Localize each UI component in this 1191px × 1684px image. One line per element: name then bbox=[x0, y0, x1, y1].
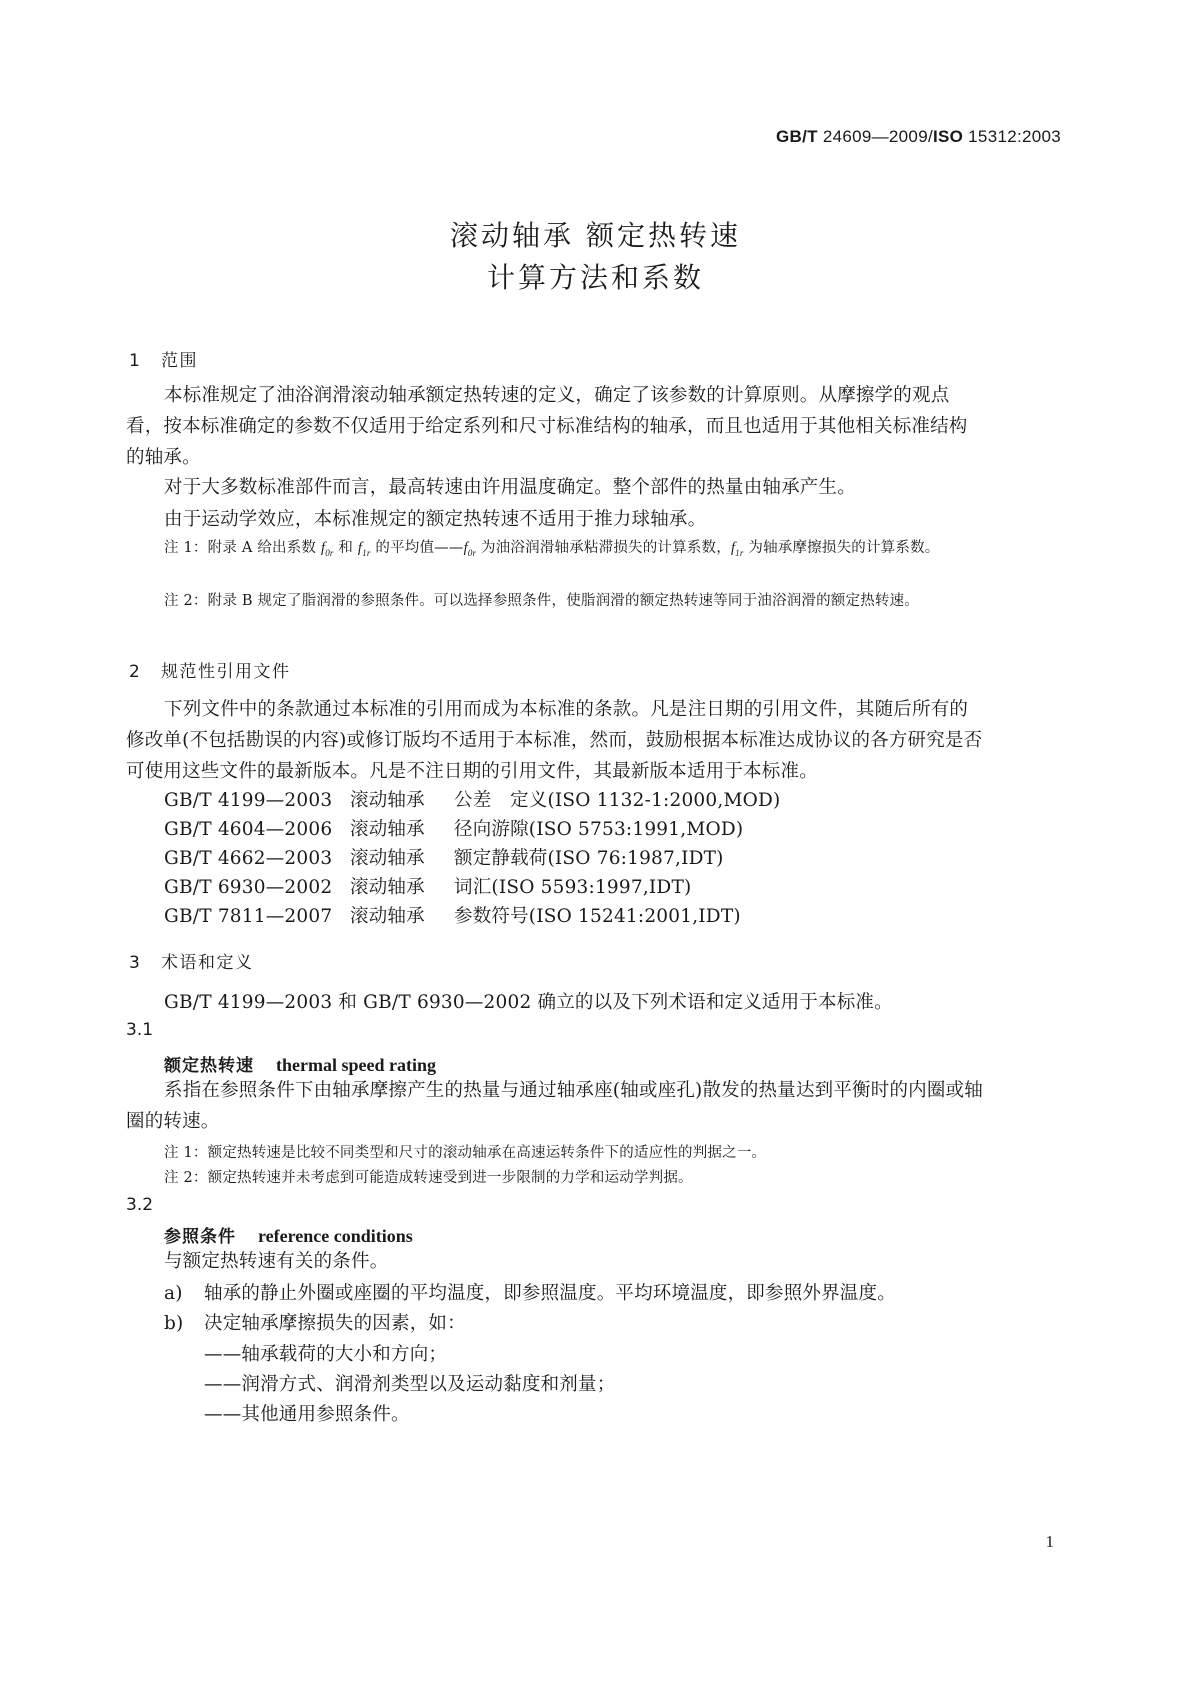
reference-category: 滚动轴承 bbox=[350, 906, 425, 927]
section-1-note-2 bbox=[164, 589, 1028, 614]
section-2-heading bbox=[129, 657, 291, 682]
section-title: 范围 bbox=[161, 351, 198, 371]
symbol-letter: f bbox=[730, 540, 736, 556]
term-english: reference conditions bbox=[258, 1226, 413, 1246]
reference-code: GB/T 4662—2003 bbox=[164, 848, 333, 869]
standard-code-iso: ISO bbox=[932, 127, 964, 146]
term-3-1-note-2: 注 2：额定热转速并未考虑到可能造成转速受到进一步限制的力学和运动学判据。 bbox=[164, 1170, 693, 1186]
reference-code: GB/T 4199—2003 bbox=[164, 790, 333, 811]
standard-code bbox=[776, 127, 1061, 147]
reference-title: 额定静载荷(ISO 76:1987,IDT) bbox=[454, 848, 724, 869]
symbol-f1r bbox=[731, 540, 744, 556]
section-1-note-1 bbox=[164, 536, 1028, 566]
symbol-letter: f bbox=[463, 540, 468, 556]
section-number: 1 bbox=[129, 351, 140, 371]
note-text: 附录 B 规定了脂润滑的参照条件。可以选择参照条件，使脂润滑的额定热转速等同于油浴润滑的额定热转速。 bbox=[207, 593, 920, 609]
section-3-paragraph-1: GB/T 4199—2003 和 GB/T 6930—2002 确立的以及下列术语和定义适用于本标准。 bbox=[164, 992, 893, 1013]
section-2-paragraph-1: 下列文件中的条款通过本标准的引用而成为本标准的条款。凡是注日期的引用文件，其随后所有的修改单(不包括勘误的内容)或修订版均不适用于本标准，然而，鼓励根据本标准达成协议的各方研究是否可使用这些文件的最新版本。凡是不注日期的引用文件，其最新版本适用于本标准。 bbox=[126, 699, 983, 782]
note-text: 附录 A 给出系数 bbox=[207, 540, 321, 556]
term-3-1-note-1: 注 1：额定热转速是比较不同类型和尺寸的滚动轴承在高速运转条件下的适应性的判据之一。 bbox=[164, 1145, 767, 1161]
symbol-f1r bbox=[358, 540, 371, 556]
reference-title: 径向游隙(ISO 5753:1991,MOD) bbox=[454, 819, 744, 840]
section-number: 2 bbox=[129, 662, 140, 682]
list-item-label: a) bbox=[164, 1283, 183, 1304]
page-number: 1 bbox=[1045, 1532, 1054, 1551]
note-text: 为轴承摩擦损失的计算系数。 bbox=[743, 540, 940, 556]
subsection-3-2-number: 3.2 bbox=[126, 1195, 154, 1215]
reference-category: 滚动轴承 bbox=[350, 790, 425, 811]
symbol-letter: f bbox=[320, 540, 326, 556]
reference-title: 参数符号(ISO 15241:2001,IDT) bbox=[454, 906, 741, 927]
dash-item: ——轴承载荷的大小和方向； bbox=[204, 1344, 448, 1365]
section-1-paragraph-2: 对于大多数标准部件而言，最高转速由许用温度确定。整个部件的热量由轴承产生。 bbox=[164, 477, 856, 498]
symbol-subscript: 0r bbox=[325, 547, 334, 558]
dash-item: ——润滑方式、润滑剂类型以及运动黏度和剂量； bbox=[204, 1374, 616, 1395]
section-number: 3 bbox=[129, 953, 140, 973]
note-text: 的平均值—— bbox=[370, 540, 464, 556]
reference-category: 滚动轴承 bbox=[350, 877, 425, 898]
reference-code: GB/T 6930—2002 bbox=[164, 877, 333, 898]
list-item-a bbox=[164, 1278, 896, 1309]
reference-code: GB/T 7811—2007 bbox=[164, 906, 333, 927]
note-label: 注 1： bbox=[164, 540, 208, 556]
section-title: 术语和定义 bbox=[161, 953, 254, 973]
reference-category: 滚动轴承 bbox=[350, 848, 425, 869]
reference-row bbox=[164, 843, 724, 874]
section-1-paragraph-1: 本标准规定了油浴润滑滚动轴承额定热转速的定义，确定了该参数的计算原则。从摩擦学的观点看，按本标准确定的参数不仅适用于给定系列和尺寸标准结构的轴承，而且也适用于其他相关标准结构的轴承。 bbox=[126, 385, 968, 468]
list-item-text: 决定轴承摩擦损失的因素，如： bbox=[204, 1313, 466, 1334]
section-title: 规范性引用文件 bbox=[161, 662, 291, 682]
symbol-subscript: 0r bbox=[467, 547, 477, 558]
symbol-f0r bbox=[464, 540, 477, 556]
document-title-line2: 计算方法和系数 bbox=[486, 261, 704, 294]
term-3-2 bbox=[164, 1222, 413, 1247]
dash-item: ——其他通用参照条件。 bbox=[204, 1404, 410, 1425]
document-title-line1: 滚动轴承 额定热转速 bbox=[450, 219, 741, 252]
list-item-label: b) bbox=[164, 1313, 184, 1334]
note-label: 注 2： bbox=[164, 593, 208, 609]
note-text: 为油浴润滑轴承粘滞损失的计算系数， bbox=[476, 540, 731, 556]
reference-title: 词汇(ISO 5593:1997,IDT) bbox=[454, 877, 692, 898]
subsection-3-1-number: 3.1 bbox=[126, 1020, 154, 1040]
standard-code-number: 24609—2009/ bbox=[817, 127, 933, 146]
section-1-heading bbox=[129, 346, 198, 371]
term-3-2-definition: 与额定热转速有关的条件。 bbox=[164, 1251, 389, 1272]
symbol-f0r bbox=[321, 540, 334, 556]
reference-title: 公差 定义(ISO 1132-1:2000,MOD) bbox=[454, 790, 781, 811]
term-chinese: 参照条件 bbox=[164, 1227, 236, 1247]
section-3-heading bbox=[129, 948, 254, 973]
reference-category: 滚动轴承 bbox=[350, 819, 425, 840]
reference-row bbox=[164, 901, 741, 932]
symbol-subscript: 1r bbox=[362, 547, 371, 558]
note-text: 和 bbox=[333, 540, 358, 556]
reference-row bbox=[164, 872, 691, 903]
reference-code: GB/T 4604—2006 bbox=[164, 819, 333, 840]
standard-code-gbt: GB/T bbox=[776, 127, 818, 146]
symbol-subscript: 1r bbox=[735, 547, 744, 558]
term-3-1 bbox=[164, 1051, 436, 1076]
symbol-letter: f bbox=[357, 540, 363, 556]
term-3-1-definition: 系指在参照条件下由轴承摩擦产生的热量与通过轴承座(轴或座孔)散发的热量达到平衡时的内圈或轴圈的转速。 bbox=[126, 1080, 983, 1132]
term-chinese: 额定热转速 bbox=[164, 1056, 254, 1076]
term-english: thermal speed rating bbox=[276, 1055, 436, 1075]
reference-row bbox=[164, 814, 743, 845]
list-item-text: 轴承的静止外圈或座圈的平均温度，即参照温度。平均环境温度，即参照外界温度。 bbox=[204, 1283, 896, 1304]
standard-code-iso-number: 15312:2003 bbox=[963, 127, 1061, 146]
list-item-b bbox=[164, 1308, 466, 1339]
section-1-paragraph-3: 由于运动学效应，本标准规定的额定热转速不适用于推力球轴承。 bbox=[164, 509, 707, 530]
reference-row bbox=[164, 785, 780, 816]
